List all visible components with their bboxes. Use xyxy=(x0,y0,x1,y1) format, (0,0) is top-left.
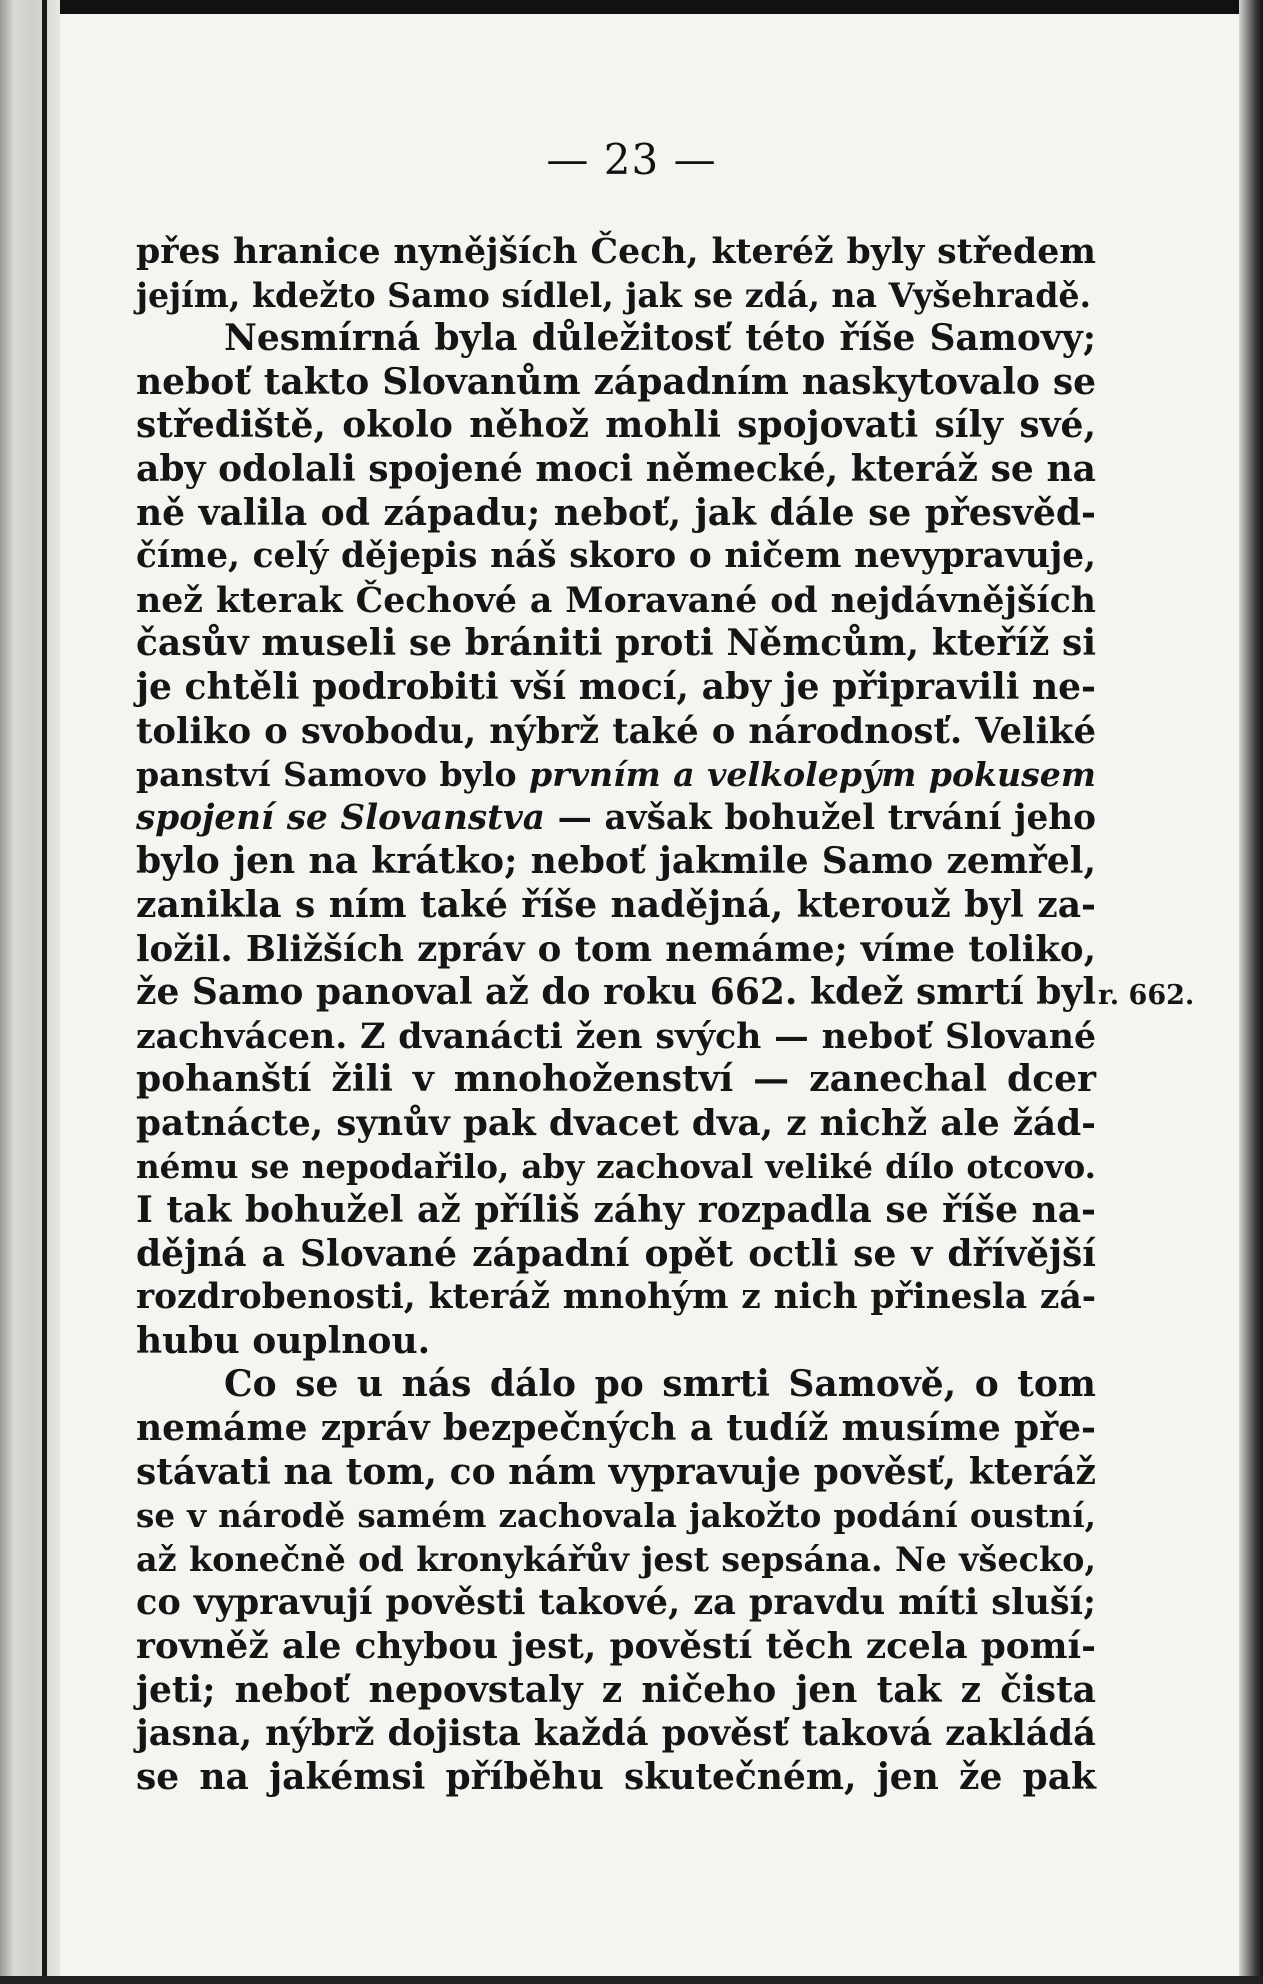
text-line: rozdrobenosti, kteráž mnohým z nich přinesla zá- xyxy=(136,1277,1096,1318)
text-line-mixed xyxy=(136,797,1096,841)
text-line: přes hranice nynějších Čech, kteréž byly středem xyxy=(136,231,1096,272)
text-line: hubu ouplnou. xyxy=(136,1319,431,1362)
text-line: dějná a Slované západní opět octli se v dřívější xyxy=(136,1232,1096,1275)
scan-right-edge xyxy=(1239,0,1263,1984)
text-line: ně valila od západu; neboť, jak dále se přesvěd- xyxy=(136,491,1096,534)
text-line: aby odolali spojené moci německé, kteráž se na xyxy=(136,447,1096,490)
text-line: nému se nepodařilo, aby zachoval veliké dílo otcovo. xyxy=(136,1147,1096,1187)
scan-bottom-edge xyxy=(0,1976,1263,1984)
scan-top-edge xyxy=(0,0,1263,14)
text-line: číme, celý dějepis náš skoro o ničem nevypravuje, xyxy=(136,536,1096,577)
text-line: Nesmírná byla důležitosť této říše Samovy; xyxy=(224,317,1096,360)
text-line: ložil. Bližších zpráv o tom nemáme; víme toliko, xyxy=(136,928,1096,970)
text-line: jejím, kdežto Samo sídlel, jak se zdá, na Vyšehradě. xyxy=(136,275,1092,315)
scan-left-edge xyxy=(0,0,60,1984)
text-line-mixed xyxy=(136,753,1096,797)
text-line: střediště, okolo něhož mohli spojovati síly své, xyxy=(136,404,1096,447)
body-text xyxy=(136,230,1096,1799)
text-line: až konečně od kronykářův jest sepsána. Ne všecko, xyxy=(136,1539,1096,1579)
text-line: je chtěli podrobiti vší mocí, aby je připravili ne- xyxy=(136,665,1096,708)
italic-emphasis: spojení se Slovanstva xyxy=(136,797,545,838)
text-line: toliko o svobodu, nýbrž také o národnosť. Veliké xyxy=(136,710,1096,752)
text-line: patnácte, synův pak dvacet dva, z nichž ale žád- xyxy=(136,1101,1096,1144)
italic-emphasis: prvním a velkolepým pokusem xyxy=(529,755,1096,795)
text-line: co vypravují pověsti takové, za pravdu míti sluší; xyxy=(136,1582,1096,1624)
text-line: časův museli se brániti proti Němcům, kteříž si xyxy=(136,622,1096,665)
text-line: neboť takto Slovanům západním naskytovalo se xyxy=(136,360,1096,403)
text-line: než kterak Čechové a Moravané od nejdávnějších xyxy=(136,579,1096,621)
text-line: pohanští žili v mnohoženství — zanechal dcer xyxy=(136,1058,1096,1101)
text-line: jasna, nýbrž dojista každá pověsť taková zakládá xyxy=(136,1713,1096,1755)
text-line: Co se u nás dálo po smrti Samově, o tom xyxy=(224,1363,1096,1406)
text-line: rovněž ale chybou jest, pověstí těch zcela pomí- xyxy=(136,1625,1096,1667)
text-line: bylo jen na krátko; neboť jakmile Samo zemřel, xyxy=(136,840,1096,883)
text-line: že Samo panoval až do roku 662. kdež smrtí byl xyxy=(136,971,1096,1014)
text-line: zanikla s ním také říše nadějná, kterouž byl za- xyxy=(136,883,1096,926)
text-line: zachvácen. Z dvanácti žen svých — neboť Slované xyxy=(136,1015,1096,1057)
text-segment: — avšak bohužel trvání jeho xyxy=(557,797,1096,838)
text-line: I tak bohužel až příliš záhy rozpadla se říše na- xyxy=(136,1189,1096,1232)
text-line: jeti; neboť nepovstaly z ničeho jen tak z čista xyxy=(136,1668,1096,1711)
text-line: se v národě samém zachovala jakožto podání oustní, xyxy=(136,1496,1096,1536)
text-line: stávati na tom, co nám vypravuje pověsť, kteráž xyxy=(136,1450,1096,1493)
text-line: nemáme zpráv bezpečných a tudíž musíme pře- xyxy=(136,1407,1096,1450)
text-segment: panství Samovo bylo xyxy=(136,755,517,795)
text-line: se na jakémsi příběhu skutečném, jen že pak xyxy=(136,1755,1096,1798)
page-number: — 23 — xyxy=(546,135,717,184)
margin-note-year: r. 662. xyxy=(1098,980,1195,1011)
book-spine-line xyxy=(42,0,47,1984)
